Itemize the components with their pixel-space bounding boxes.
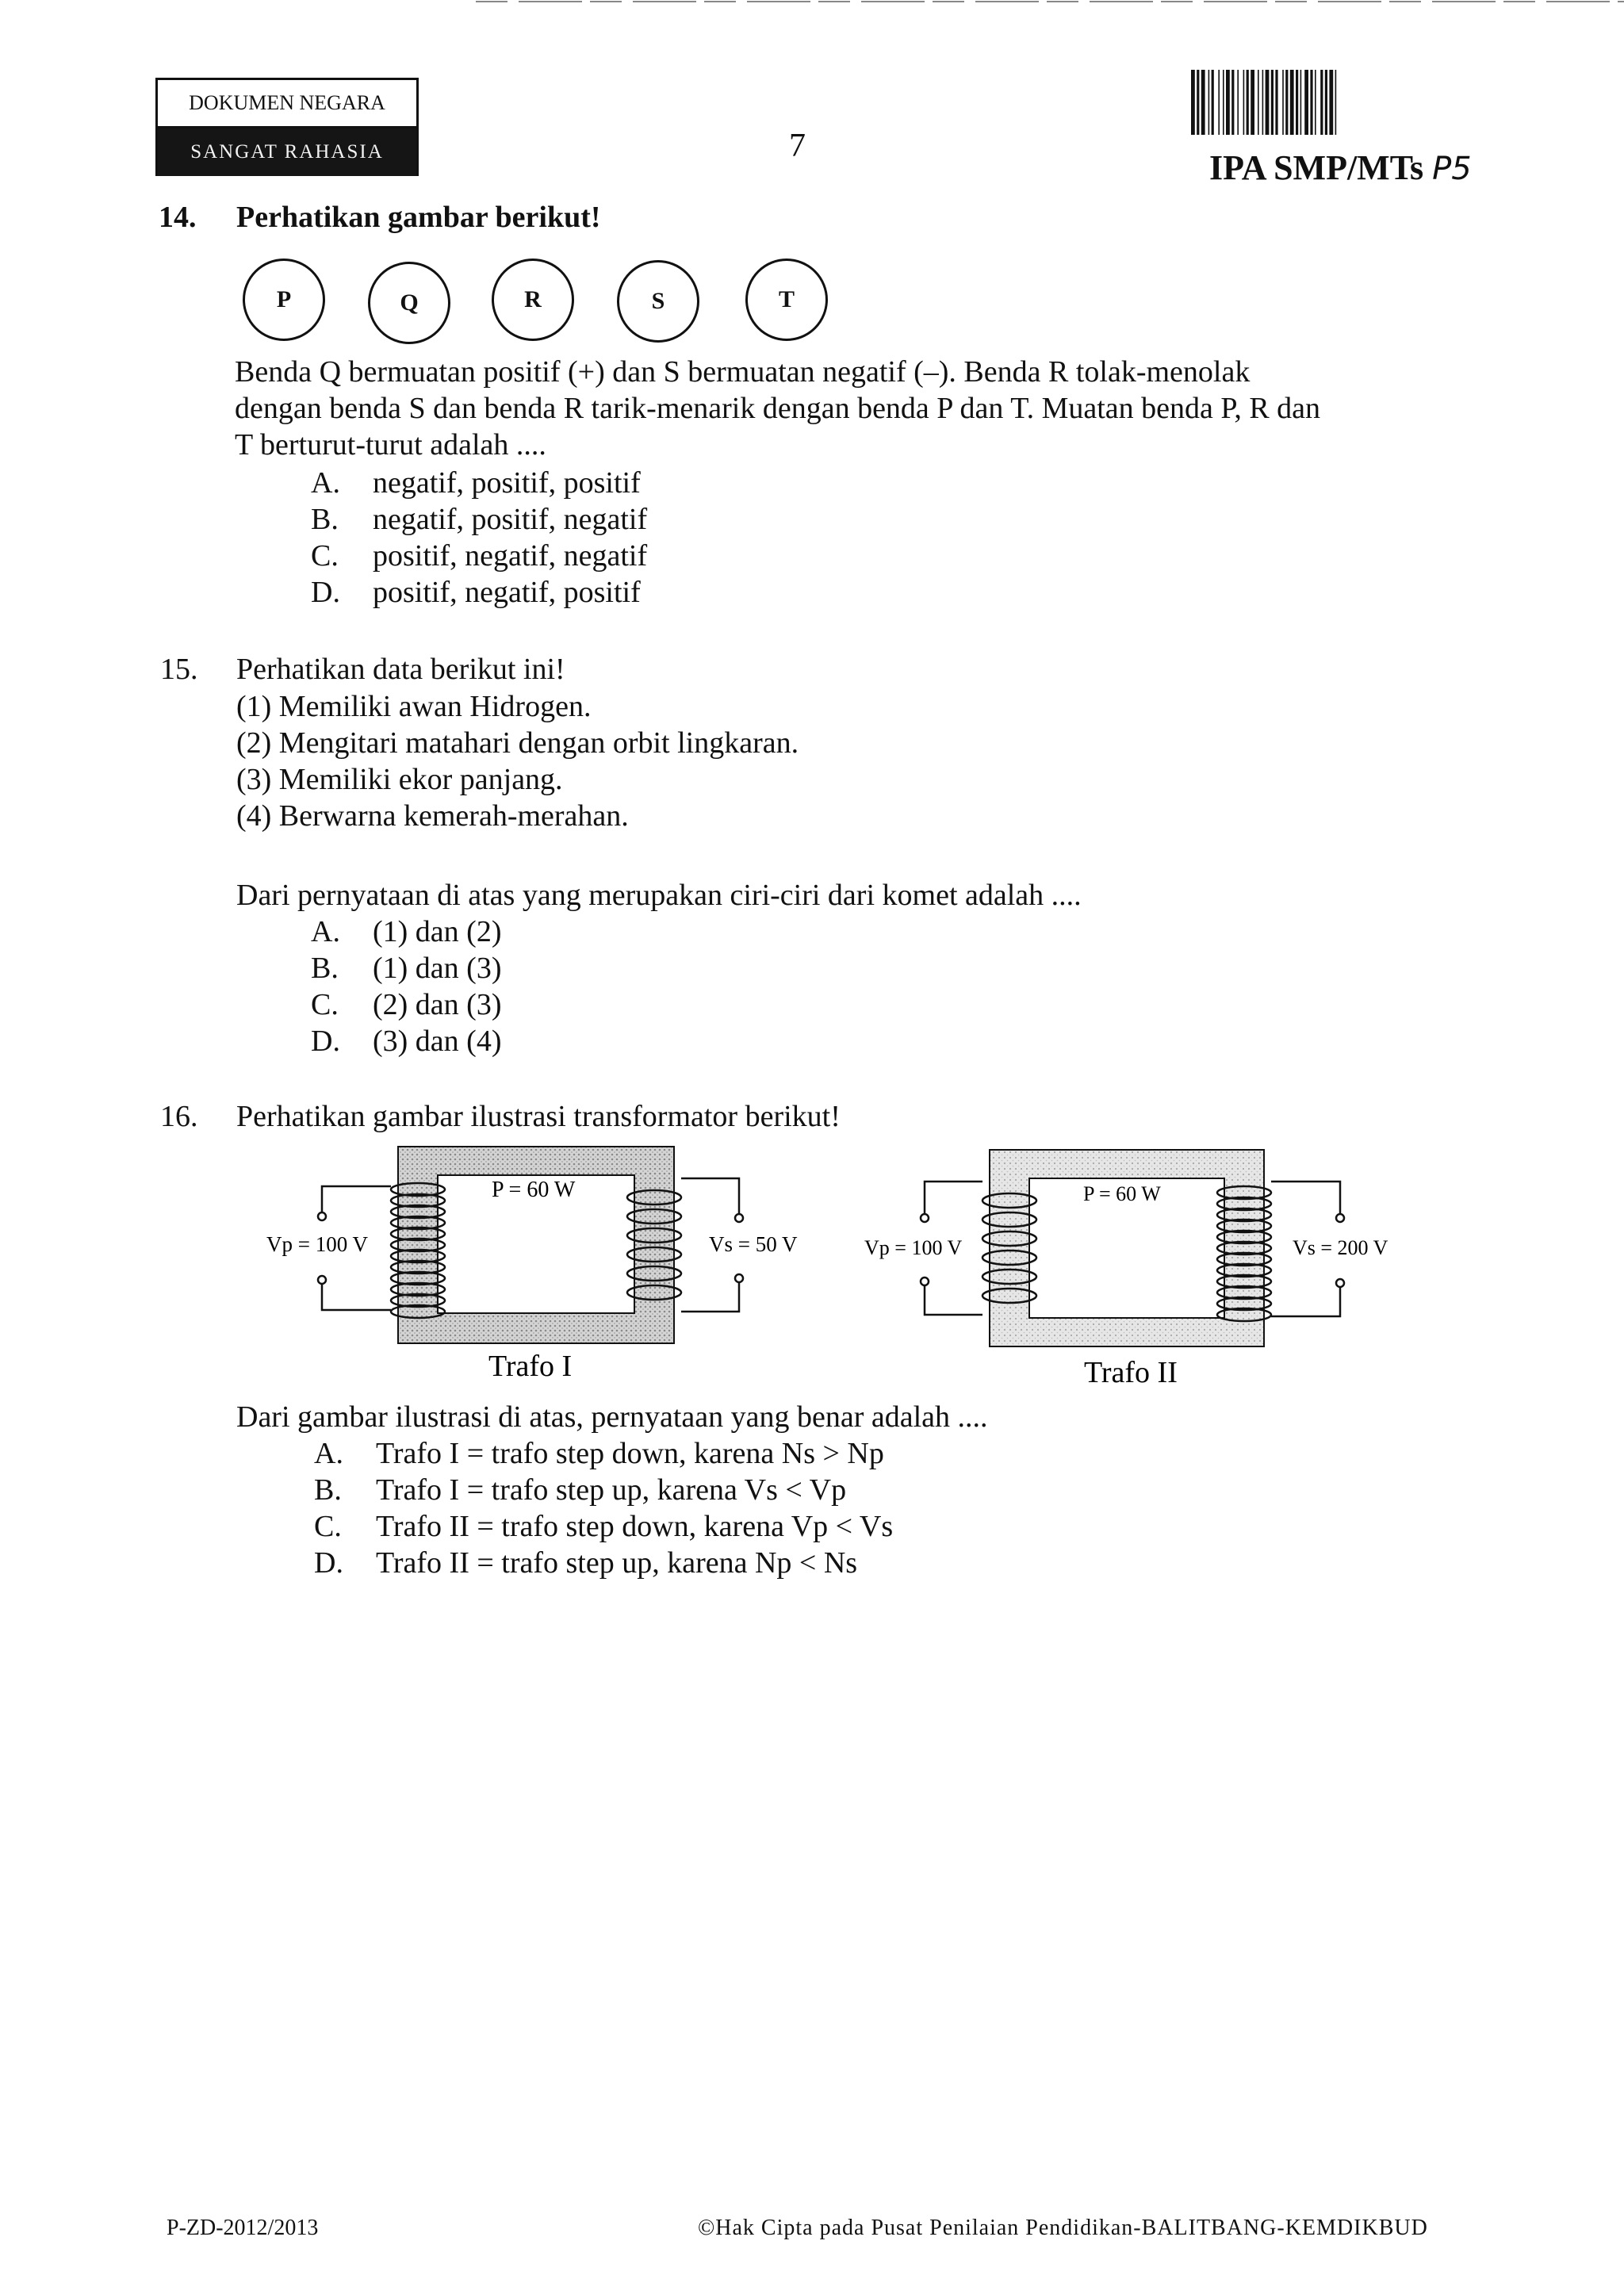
barcode-bar bbox=[1212, 70, 1214, 135]
barcode-bar bbox=[1258, 70, 1259, 135]
barcode-bar bbox=[1335, 70, 1337, 135]
barcode-bar bbox=[1304, 70, 1308, 135]
q15-option-c[interactable]: C. (2) dan (3) bbox=[311, 988, 502, 1021]
q14-option-a[interactable]: A. negatif, positif, positif bbox=[311, 466, 641, 500]
object-s: S bbox=[617, 260, 699, 343]
trafo-2-power: P = 60 W bbox=[1083, 1182, 1161, 1205]
barcode-bar bbox=[1201, 70, 1205, 135]
q16-number: 16. bbox=[160, 1100, 198, 1133]
q14-option-c[interactable]: C. positif, negatif, negatif bbox=[311, 539, 648, 573]
barcode-bar bbox=[1191, 70, 1195, 135]
q15-item-2: (2) Mengitari matahari dengan orbit lingkaran. bbox=[236, 726, 799, 760]
barcode-bar bbox=[1218, 70, 1220, 135]
object-r: R bbox=[492, 259, 574, 341]
barcode-bar bbox=[1290, 70, 1294, 135]
q16-prompt: Perhatikan gambar ilustrasi transformator berikut! bbox=[236, 1100, 841, 1133]
q14-text-line-3: T berturut-turut adalah .... bbox=[235, 428, 546, 462]
scan-edge-line bbox=[476, 0, 1624, 5]
page-number: 7 bbox=[789, 128, 806, 164]
trafo-2 bbox=[864, 1150, 1388, 1389]
trafo-1-caption: Trafo I bbox=[488, 1350, 573, 1383]
trafo-1-power: P = 60 W bbox=[492, 1178, 576, 1202]
q15-options bbox=[311, 914, 501, 1059]
trafo-2-vs: Vs = 200 V bbox=[1293, 1236, 1388, 1259]
trafo-2-caption: Trafo II bbox=[1084, 1356, 1178, 1389]
barcode-bar bbox=[1320, 70, 1323, 135]
q14-prompt: Perhatikan gambar berikut! bbox=[236, 201, 601, 234]
q15-option-a[interactable]: A. (1) dan (2) bbox=[311, 915, 502, 948]
barcode-bar bbox=[1266, 70, 1270, 135]
barcode-bar bbox=[1197, 70, 1199, 135]
q15-number: 15. bbox=[160, 653, 198, 686]
footer-copyright: ©Hak Cipta pada Pusat Penilaian Pendidikan-BALITBANG-KEMDIKBUD bbox=[698, 2216, 1428, 2240]
barcode-bar bbox=[1310, 70, 1312, 135]
barcode-bar bbox=[1223, 70, 1224, 135]
subject-name: IPA SMP/MTs bbox=[1209, 148, 1424, 187]
trafo-2-core bbox=[990, 1150, 1264, 1346]
q15-item-3: (3) Memiliki ekor panjang. bbox=[236, 763, 563, 796]
q14-text-line-1: Benda Q bermuatan positif (+) dan S bermuatan negatif (–). Benda R tolak-menolak bbox=[235, 355, 1251, 389]
q16-option-b[interactable]: B. Trafo I = trafo step up, karena Vs < Vp bbox=[314, 1473, 847, 1507]
barcode-bar bbox=[1247, 70, 1249, 135]
barcode-bar bbox=[1262, 70, 1264, 135]
q15-option-d[interactable]: D. (3) dan (4) bbox=[311, 1025, 502, 1058]
q15-item-1: (1) Memiliki awan Hidrogen. bbox=[236, 690, 592, 723]
q15-question: Dari pernyataan di atas yang merupakan ciri-ciri dari komet adalah .... bbox=[236, 879, 1082, 912]
footer-code: P-ZD-2012/2013 bbox=[167, 2216, 319, 2240]
q14-text-line-2: dengan benda S dan benda R tarik-menarik dengan benda P dan T. Muatan benda P, R dan bbox=[235, 392, 1321, 425]
q16-option-a[interactable]: A. Trafo I = trafo step down, karena Ns > Np bbox=[314, 1437, 884, 1470]
barcode-bar bbox=[1300, 70, 1302, 135]
subject-title bbox=[1209, 147, 1472, 188]
document-classification-label bbox=[155, 78, 419, 176]
q14-text bbox=[235, 354, 1456, 463]
barcode bbox=[1191, 70, 1456, 135]
barcode-bar bbox=[1271, 70, 1274, 135]
barcode-bar bbox=[1275, 70, 1277, 135]
q16-options bbox=[314, 1435, 893, 1581]
trafo-2-vp: Vp = 100 V bbox=[864, 1236, 963, 1259]
barcode-bar bbox=[1282, 70, 1284, 135]
transformer-diagram bbox=[254, 1134, 1411, 1396]
barcode-bar bbox=[1325, 70, 1327, 135]
doc-label-top: DOKUMEN NEGARA bbox=[158, 80, 416, 128]
barcode-bar bbox=[1285, 70, 1288, 135]
barcode-bar bbox=[1251, 70, 1254, 135]
barcode-bar bbox=[1226, 70, 1230, 135]
q16-option-c[interactable]: C. Trafo II = trafo step down, karena Vp < Vs bbox=[314, 1510, 894, 1543]
q15-items bbox=[236, 688, 799, 834]
barcode-bar bbox=[1231, 70, 1234, 135]
q14-option-b[interactable]: B. negatif, positif, negatif bbox=[311, 503, 648, 536]
barcode-bar bbox=[1243, 70, 1245, 135]
q15-option-b[interactable]: B. (1) dan (3) bbox=[311, 952, 502, 985]
barcode-bar bbox=[1329, 70, 1333, 135]
q16-option-d[interactable]: D. Trafo II = trafo step up, karena Np < Ns bbox=[314, 1546, 858, 1580]
q14-options bbox=[311, 465, 647, 611]
variant-handwritten: P5 bbox=[1432, 151, 1472, 187]
q16-question: Dari gambar ilustrasi di atas, pernyataan yang benar adalah .... bbox=[236, 1400, 988, 1434]
trafo-1-vp: Vp = 100 V bbox=[266, 1232, 368, 1256]
trafo-1-vs: Vs = 50 V bbox=[709, 1232, 798, 1256]
barcode-bar bbox=[1296, 70, 1298, 135]
barcode-bar bbox=[1237, 70, 1239, 135]
barcode-bar bbox=[1315, 70, 1316, 135]
q14-number: 14. bbox=[159, 201, 197, 234]
barcode-bar bbox=[1208, 70, 1210, 135]
q15-item-4: (4) Berwarna kemerah-merahan. bbox=[236, 799, 629, 833]
trafo-1-core bbox=[398, 1147, 674, 1343]
q14-option-d[interactable]: D. positif, negatif, positif bbox=[311, 576, 641, 609]
q15-prompt: Perhatikan data berikut ini! bbox=[236, 653, 565, 686]
trafo-1 bbox=[266, 1147, 798, 1383]
doc-label-bottom: SANGAT RAHASIA bbox=[158, 128, 416, 176]
object-t: T bbox=[745, 259, 828, 341]
object-q: Q bbox=[368, 262, 450, 344]
object-p: P bbox=[243, 259, 325, 341]
